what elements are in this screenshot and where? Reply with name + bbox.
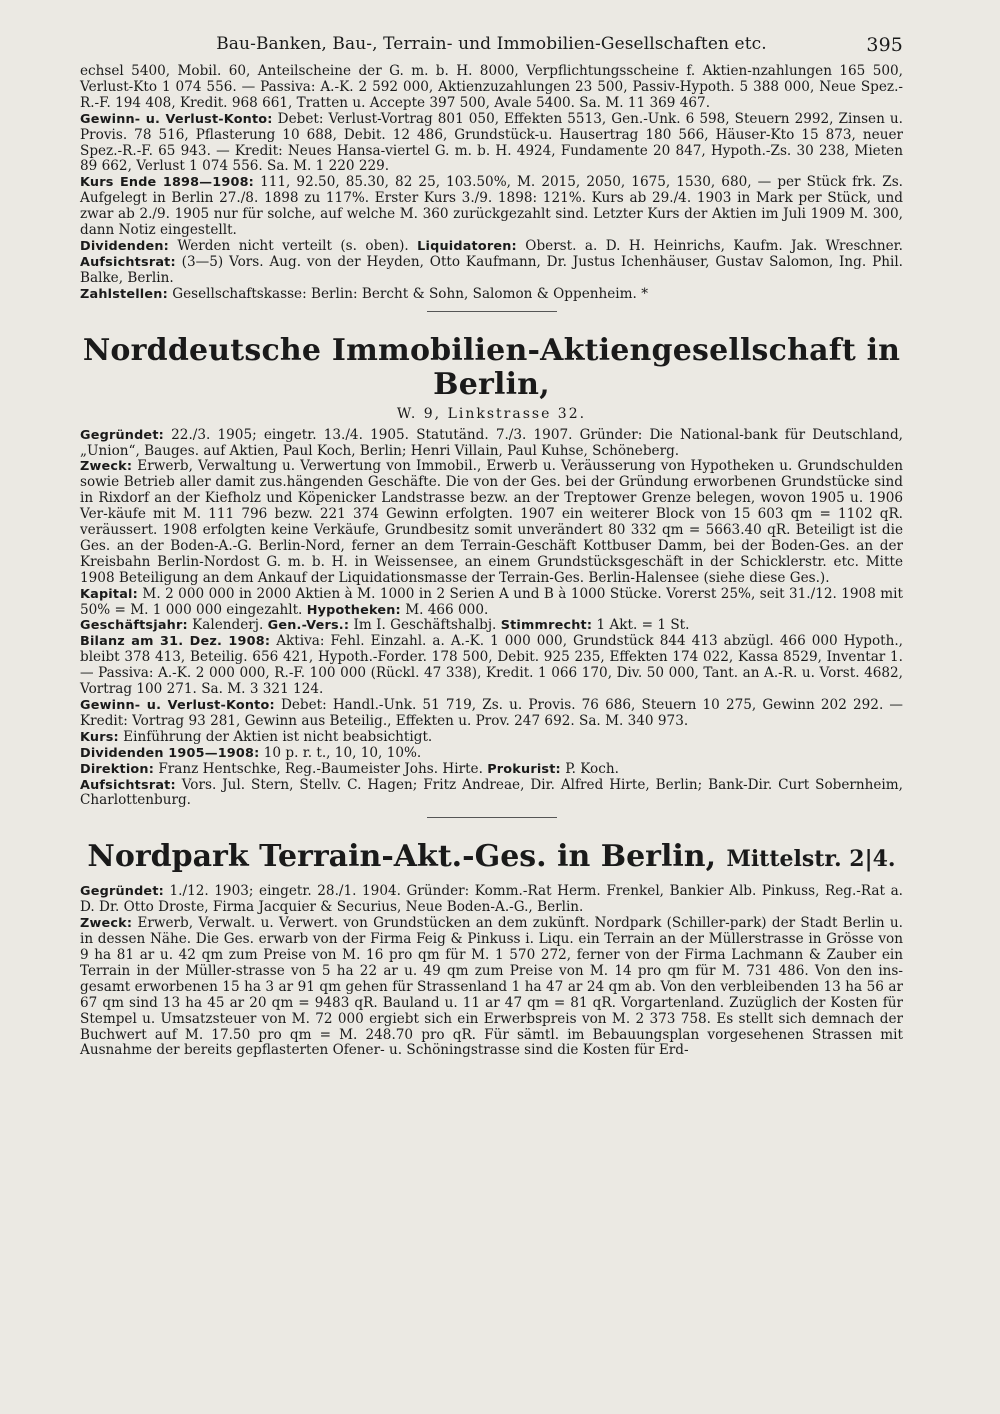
section-text: Gesellschaftskasse: Berlin: Bercht & Sohn, Salomon & Oppenheim. * (167, 285, 648, 302)
company-name: Nordpark Terrain-Akt.-Ges. in Berlin, (87, 839, 717, 875)
section-text: 1./12. 1903; eingetr. 28./1. 1904. Gründer: Komm.-Rat Herm. Frenkel, Bankier Alb. Pinkuss, Reg.-Rat a. D. Dr. Otto Droste, Firma Jacquier & Securius, Neue Boden-A.-G., Berlin. (80, 883, 903, 916)
section-label: Aufsichtsrat: (80, 254, 176, 270)
supervisory-board-paragraph (80, 778, 903, 810)
company-address: W. 9, Linkstrasse 32. (396, 405, 587, 422)
running-head (80, 34, 903, 64)
share-price-paragraph (80, 175, 903, 239)
company-title: Norddeutsche Immobilien-Aktiengesellschaft in Berlin, (82, 332, 901, 402)
section-text: M. 466 000. (400, 601, 489, 618)
section-label: Stimmrecht: (500, 618, 593, 634)
founded-paragraph (80, 428, 903, 460)
section-label: Dividenden: (80, 238, 169, 254)
section-label: Gegründet: (80, 884, 164, 900)
section-text: Kalenderj. (187, 617, 268, 634)
section-text: Aktiva: Fehl. Einzahl. a. A.-K. 1 000 000, Grundstück 844 413 abzügl. 466 000 Hypoth., bleibt 378 413, Beteilig. 656 421, Hypoth.-Forder. 178 500, Debit. 925 235, Effekten 174 022, Kassa 8529, Inventar 1. — Passiva: A.-K. 2 000 000, R.-F. 100 000 (Rückl. 47 338), Kredit. 1 066 170, Div. 50 000, Tant. an A.-R. u. Vorst. 4682, Vortrag 100 271. Sa. M. 3 321 124. (80, 633, 904, 698)
section-label: Gewinn- u. Verlust-Konto: (80, 698, 275, 713)
entry-continued (80, 64, 903, 303)
section-label: Zweck: (80, 459, 133, 475)
purpose-paragraph (80, 459, 903, 586)
section-text: 10 p. r. t., 10, 10, 10%. (259, 744, 422, 761)
section-text: Erwerb, Verwalt. u. Verwert. von Grundstücken an dem zukünft. Nordpark (Schiller-park) der Stadt Berlin u. in dessen Nähe. Die Ges. erwarb von der Firma Feig & Pinkuss i. Liqu. ein Terrain an der Müllerstrasse in Grösse von 9 ha 81 ar u. 42 qm zum Preise von M. 16 pro qm für M. 1 570 272, ferner von der Firma Lachmann & Zauber ein Terrain in der Müller-strasse von 5 ha 22 ar u. 49 qm zum Preise von M. 14 pro qm für M. 731 486. Von den ins-gesamt erworbenen 15 ha 3 ar 91 qm gehen für Strassenland 1 ha 47 ar 24 qm ab. Von den verbleibenden 13 ha 56 ar 67 qm sind 13 ha 45 ar 20 qm = 9483 qR. Bauland u. 11 ar 47 qm = 81 qR. Vorgartenland. Zuzüglich der Kosten für Stempel u. Umsatzsteuer von M. 72 000 ergiebt sich ein Erwerbspreis von M. 2 373 758. Es stellt sich demnach der Buchwert auf M. 17.50 pro qm = M. 248.70 pro qR. Für sämtl. im Bebauungsplan vorgesehenen Strassen mit Ausnahme der bereits gepflasterten Ofener- u. Schöningstrasse sind die Kosten für Erd- (80, 915, 903, 1059)
section-text: Debet: Handl.-Unk. 51 719, Zs. u. Provis. 76 686, Steuern 10 275, Gewinn 202 292. — Kredit: Vortrag 93 281, Gewinn aus Beteilig., Effekten u. Prov. 247 692. Sa. M. 340 973. (80, 697, 903, 729)
entry-norddeutsche (80, 334, 903, 810)
dividends-paragraph (80, 239, 903, 287)
section-label: Kurs Ende 1898—1908: (80, 175, 254, 191)
running-title: Bau-Banken, Bau-, Terrain- und Immobilien-Gesellschaften etc. (216, 34, 767, 54)
founded-paragraph (80, 884, 903, 916)
page-number: 395 (866, 34, 903, 56)
dividends-paragraph (80, 746, 903, 762)
section-label: Geschäftsjahr: (80, 618, 188, 634)
company-title (80, 840, 903, 876)
section-label: Direktion: (80, 761, 155, 777)
section-label: Gegründet: (80, 427, 164, 443)
section-text: (3—5) Vors. Aug. von der Heyden, Otto Kaufmann, Dr. Justus Ichenhäuser, Gustav Salomon, Ing. Phil. Balke, Berlin. (80, 253, 903, 286)
section-label: Prokurist: (487, 761, 561, 777)
company-address: Mittelstr. 2|4. (726, 846, 896, 873)
section-label: Dividenden 1905—1908: (80, 745, 260, 761)
section-label: Gen.-Vers.: (267, 618, 350, 634)
capital-paragraph (80, 587, 903, 619)
section-text: Werden nicht verteilt (s. oben). (168, 237, 418, 254)
section-label: Gewinn- u. Verlust-Konto: (80, 111, 273, 127)
section-label: Kapital: (80, 586, 138, 602)
section-label: Hypotheken: (306, 602, 401, 618)
section-text: Debet: Verlust-Vortrag 801 050, Effekten 5513, Gen.-Unk. 6 598, Steuern 2992, Zinsen u. Provis. 78 516, Pflasterung 10 688, Debit. 12 486, Grundstück-u. Hausertrag 180 566, Häuser-Kto 15 873, neuer Spez.-R.-F. 65 943. — Kredit: Neues Hansa-viertel G. m. b. H. 4924, Fundamente 20 847, Hypoth.-Zs. 30 238, Mieten 89 662, Verlust 1 074 556. Sa. M. 1 220 229. (80, 110, 903, 175)
section-label: Aufsichtsrat: (80, 777, 176, 793)
profit-loss-paragraph (80, 698, 903, 730)
section-text: Einführung der Aktien ist nicht beabsichtigt. (118, 728, 433, 745)
section-text: Vors. Jul. Stern, Stellv. C. Hagen; Fritz Andreae, Dir. Alfred Hirte, Berlin; Bank-Dir. Curt Sobernheim, Charlottenburg. (80, 776, 903, 809)
section-text: 22./3. 1905; eingetr. 13./4. 1905. Statutänd. 7./3. 1907. Gründer: Die National-bank für Deutschland, „Union“, Bauges. auf Aktien, Paul Koch, Berlin; Henri Villain, Paul Kuhse, Schöneberg. (80, 426, 903, 459)
section-label: Zahlstellen: (80, 286, 168, 302)
purpose-paragraph (80, 916, 903, 1059)
section-text: Erwerb, Verwaltung u. Verwertung von Immobil., Erwerb u. Veräusserung von Hypotheken u. Grundschulden sowie Betrieb aller damit zus.hängenden Geschäfte. Die von der Ges. bei der Gründung erworbenen Grundstücke sind in Rixdorf an der Kiefholz und Köpenicker Landstrasse bezw. an der Treptower Grenze belegen, wovon 1905 u. 1906 Ver-käufe mit M. 111 796 bezw. 221 374 Gewinn erfolgten. 1907 ein weiterer Block von 15 603 qm = 1102 qR. veräussert. 1908 erfolgten keine Verkäufe, Grundbesitz somit unverändert 80 332 qm = 5663.40 qR. Beteiligt ist die Ges. an der Boden-A.-G. Berlin-Nord, ferner an dem Terrain-Geschäft Kottbuser Damm, bei der Boden-Ges. an der Kreisbahn Berlin-Nordost G. m. b. H. in Weissensee, an einem Grundstücksgeschäft in der Schicklerstr. etc. Mitte 1908 Beteiligung an dem Ankauf der Liquidationsmasse der Terrain-Ges. Berlin-Halensee (siehe diese Ges.). (80, 458, 903, 586)
section-label: Liquidatoren: (417, 238, 517, 254)
balance-sheet-paragraph (80, 634, 903, 698)
fiscal-year-paragraph (80, 618, 903, 634)
section-label: Kurs: (80, 729, 119, 745)
management-paragraph (80, 762, 903, 778)
section-label: Zweck: (80, 916, 133, 932)
section-text: 1 Akt. = 1 St. (592, 617, 690, 634)
entry-nordpark (80, 840, 903, 1059)
paying-agents-paragraph (80, 287, 903, 303)
section-text: Oberst. a. D. H. Heinrichs, Kaufm. Jak. Wreschner. (516, 237, 903, 254)
section-text: P. Koch. (560, 760, 619, 777)
section-divider (427, 817, 557, 818)
section-label: Bilanz am 31. Dez. 1908: (80, 634, 271, 650)
balance-continuation: echsel 5400, Mobil. 60, Anteilscheine der G. m. b. H. 8000, Verpflichtungsscheine f. Aktien-nzahlungen 165 500, Verlust-Kto 1 074 556. — Passiva: A.-K. 2 592 000, Aktienzuzahlungen 23 500, Passiv-Hypoth. 5 388 000, Neue Spez.-R.-F. 194 408, Kredit. 968 661, Tratten u. Accepte 397 500, Avale 5400. Sa. M. 11 369 467. (80, 63, 903, 111)
section-divider (427, 311, 557, 312)
section-text: Im I. Geschäftshalbj. (349, 617, 501, 634)
share-price-paragraph (80, 730, 903, 746)
section-text: Franz Hentschke, Reg.-Baumeister Johs. Hirte. (154, 760, 488, 777)
section-text: M. 2 000 000 in 2000 Aktien à M. 1000 in 2 Serien A und B à 1000 Stücke. Vorerst 25%, seit 31./12. 1908 mit 50% = M. 1 000 000 eingezahlt. (80, 585, 903, 618)
profit-loss-paragraph (80, 112, 903, 176)
section-text: 111, 92.50, 85.30, 82 25, 103.50%, M. 2015, 2050, 1675, 1530, 680, — per Stück frk. Zs. Aufgelegt in Berlin 27./8. 1898 zu 117%. Erster Kurs 3./9. 1898: 121%. Kurs ab 29./4. 1903 in Mark per Stück, und zwar ab 2./9. 1905 nur für solche, auf welche M. 360 zurückgezahlt sind. Letzter Kurs der Aktien im Juli 1909 M. 300, dann Notiz eingestellt. (80, 174, 904, 239)
